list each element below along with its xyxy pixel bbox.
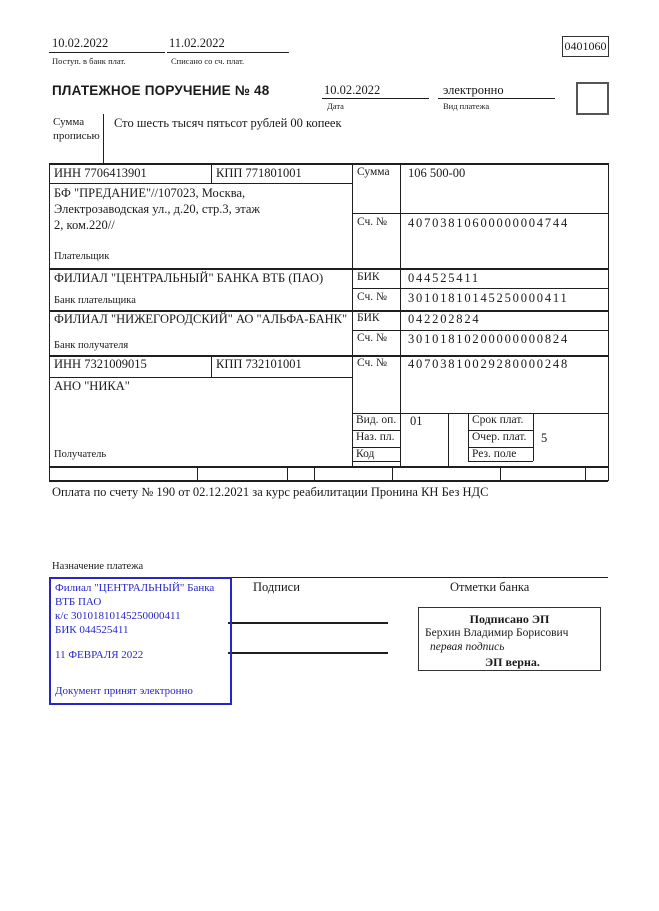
grid-line bbox=[500, 466, 501, 480]
ep-signature-kind: первая подпись bbox=[430, 641, 505, 653]
payment-kind-value: электронно bbox=[443, 83, 504, 97]
debited-date-label: Списано со сч. плат. bbox=[171, 56, 245, 66]
payee-account: 40703810029280000248 bbox=[408, 357, 569, 371]
payer-label: Плательщик bbox=[54, 251, 110, 262]
grid-line bbox=[448, 413, 449, 466]
op-type-value: 01 bbox=[410, 414, 423, 428]
payer-inn: ИНН 7706413901 bbox=[54, 166, 147, 180]
grid-line bbox=[392, 466, 393, 480]
document-title: ПЛАТЕЖНОЕ ПОРУЧЕНИЕ № 48 bbox=[52, 83, 270, 98]
payer-bank-name: ФИЛИАЛ "ЦЕНТРАЛЬНЫЙ" БАНКА ВТБ (ПАО) bbox=[54, 271, 324, 285]
debited-date-value: 11.02.2022 bbox=[169, 36, 225, 50]
grid-line bbox=[314, 466, 315, 480]
signature-line bbox=[228, 652, 388, 654]
payer-name-line: Электрозаводская ул., д.20, стр.3, этаж bbox=[54, 202, 261, 216]
received-date-value: 10.02.2022 bbox=[52, 36, 109, 50]
grid-line bbox=[49, 268, 608, 270]
code-label: Код bbox=[356, 448, 375, 460]
term-label: Срок плат. bbox=[472, 414, 524, 426]
grid-line bbox=[49, 183, 352, 184]
grid-line bbox=[352, 213, 608, 214]
form-code-box: 0401060 bbox=[562, 36, 609, 57]
footer-divider-line bbox=[228, 577, 608, 578]
received-date-underline bbox=[49, 52, 165, 53]
grid-line bbox=[197, 466, 198, 480]
grid-line bbox=[352, 330, 608, 331]
ep-signer-name: Берхин Владимир Борисович bbox=[425, 627, 569, 639]
document-date-value: 10.02.2022 bbox=[324, 83, 381, 97]
payee-bank-label: Банк получателя bbox=[54, 340, 129, 351]
grid-line bbox=[49, 466, 608, 468]
stamp-date: 11 ФЕВРАЛЯ 2022 bbox=[55, 649, 144, 661]
reserve-label: Рез. поле bbox=[472, 448, 517, 460]
payee-bank-name: ФИЛИАЛ "НИЖЕГОРОДСКИЙ" АО "АЛЬФА-БАНК" bbox=[54, 312, 348, 326]
payee-bank-bik: 042202824 bbox=[408, 312, 481, 326]
grid-line bbox=[468, 413, 469, 461]
payer-name-line: 2, ком.220// bbox=[54, 218, 115, 232]
sum-value: 106 500-00 bbox=[408, 166, 466, 180]
grid-line bbox=[211, 163, 212, 183]
payer-bank-bik: 044525411 bbox=[408, 271, 480, 285]
grid-line bbox=[608, 163, 609, 481]
payer-name-line: БФ "ПРЕДАНИЕ"//107023, Москва, bbox=[54, 186, 246, 200]
date-label: Дата bbox=[327, 101, 344, 111]
grid-line bbox=[49, 163, 50, 481]
signature-line bbox=[228, 622, 388, 624]
grid-line bbox=[287, 466, 288, 480]
grid-line bbox=[400, 163, 401, 466]
grid-line bbox=[49, 163, 608, 165]
stamp-bik: БИК 044525411 bbox=[55, 624, 129, 636]
payee-bank-account-label: Сч. № bbox=[357, 332, 388, 344]
payee-bank-bik-label: БИК bbox=[357, 312, 380, 324]
date-underline bbox=[322, 98, 429, 99]
grid-line bbox=[211, 355, 212, 377]
grid-line bbox=[352, 163, 353, 466]
grid-line bbox=[468, 461, 533, 462]
grid-line bbox=[533, 413, 534, 461]
purpose-label: Назначение платежа bbox=[52, 561, 144, 572]
payment-kind-checkbox bbox=[576, 82, 609, 115]
payer-bank-label: Банк плательщика bbox=[54, 295, 136, 306]
payer-bank-account: 30101810145250000411 bbox=[408, 291, 569, 305]
purpose-text: Оплата по счету № 190 от 02.12.2021 за курс реабилитации Пронина КН Без НДС bbox=[52, 485, 489, 499]
payee-label: Получатель bbox=[54, 449, 107, 460]
stamp-note: Документ принят электронно bbox=[55, 685, 193, 697]
grid-line bbox=[352, 461, 400, 462]
payee-kpp: КПП 732101001 bbox=[216, 357, 302, 371]
signatures-label: Подписи bbox=[253, 580, 300, 594]
payer-bank-account-label: Сч. № bbox=[357, 291, 388, 303]
payer-account: 40703810600000004744 bbox=[408, 216, 569, 230]
grid-line bbox=[352, 288, 608, 289]
payer-kpp: КПП 771801001 bbox=[216, 166, 302, 180]
electronic-signature-stamp bbox=[418, 607, 601, 671]
payer-bank-bik-label: БИК bbox=[357, 271, 380, 283]
grid-line bbox=[49, 377, 352, 378]
payer-account-label: Сч. № bbox=[357, 216, 388, 228]
payee-account-label: Сч. № bbox=[357, 357, 388, 369]
ep-verified: ЭП верна. bbox=[485, 655, 540, 669]
op-type-label: Вид. оп. bbox=[356, 414, 397, 426]
stamp-bank-name-line: Филиал "ЦЕНТРАЛЬНЫЙ" Банка bbox=[55, 582, 215, 594]
payee-bank-account: 30101810200000000824 bbox=[408, 332, 569, 346]
sum-label: Сумма bbox=[357, 166, 390, 178]
amount-words-value: Сто шесть тысяч пятьсот рублей 00 копеек bbox=[114, 116, 342, 130]
amount-words-label: Сумма прописью bbox=[53, 116, 100, 142]
bank-acceptance-stamp bbox=[49, 577, 232, 705]
purpose-code-label: Наз. пл. bbox=[356, 431, 395, 443]
stamp-bank-name-line: ВТБ ПАО bbox=[55, 596, 102, 608]
received-date-label: Поступ. в банк плат. bbox=[52, 56, 126, 66]
debited-date-underline bbox=[167, 52, 289, 53]
order-label: Очер. плат. bbox=[472, 431, 527, 443]
payee-name: АНО "НИКА" bbox=[54, 379, 130, 393]
payment-kind-underline bbox=[438, 98, 555, 99]
bank-marks-label: Отметки банка bbox=[450, 580, 530, 594]
ep-title: Подписано ЭП bbox=[469, 612, 550, 626]
grid-line bbox=[585, 466, 586, 480]
payee-inn: ИНН 7321009015 bbox=[54, 357, 147, 371]
grid-line bbox=[103, 114, 104, 163]
payment-kind-label: Вид платежа bbox=[443, 101, 490, 111]
stamp-corr-account: к/с 30101810145250000411 bbox=[55, 610, 181, 622]
grid-line bbox=[49, 480, 608, 482]
order-value: 5 bbox=[541, 431, 548, 445]
